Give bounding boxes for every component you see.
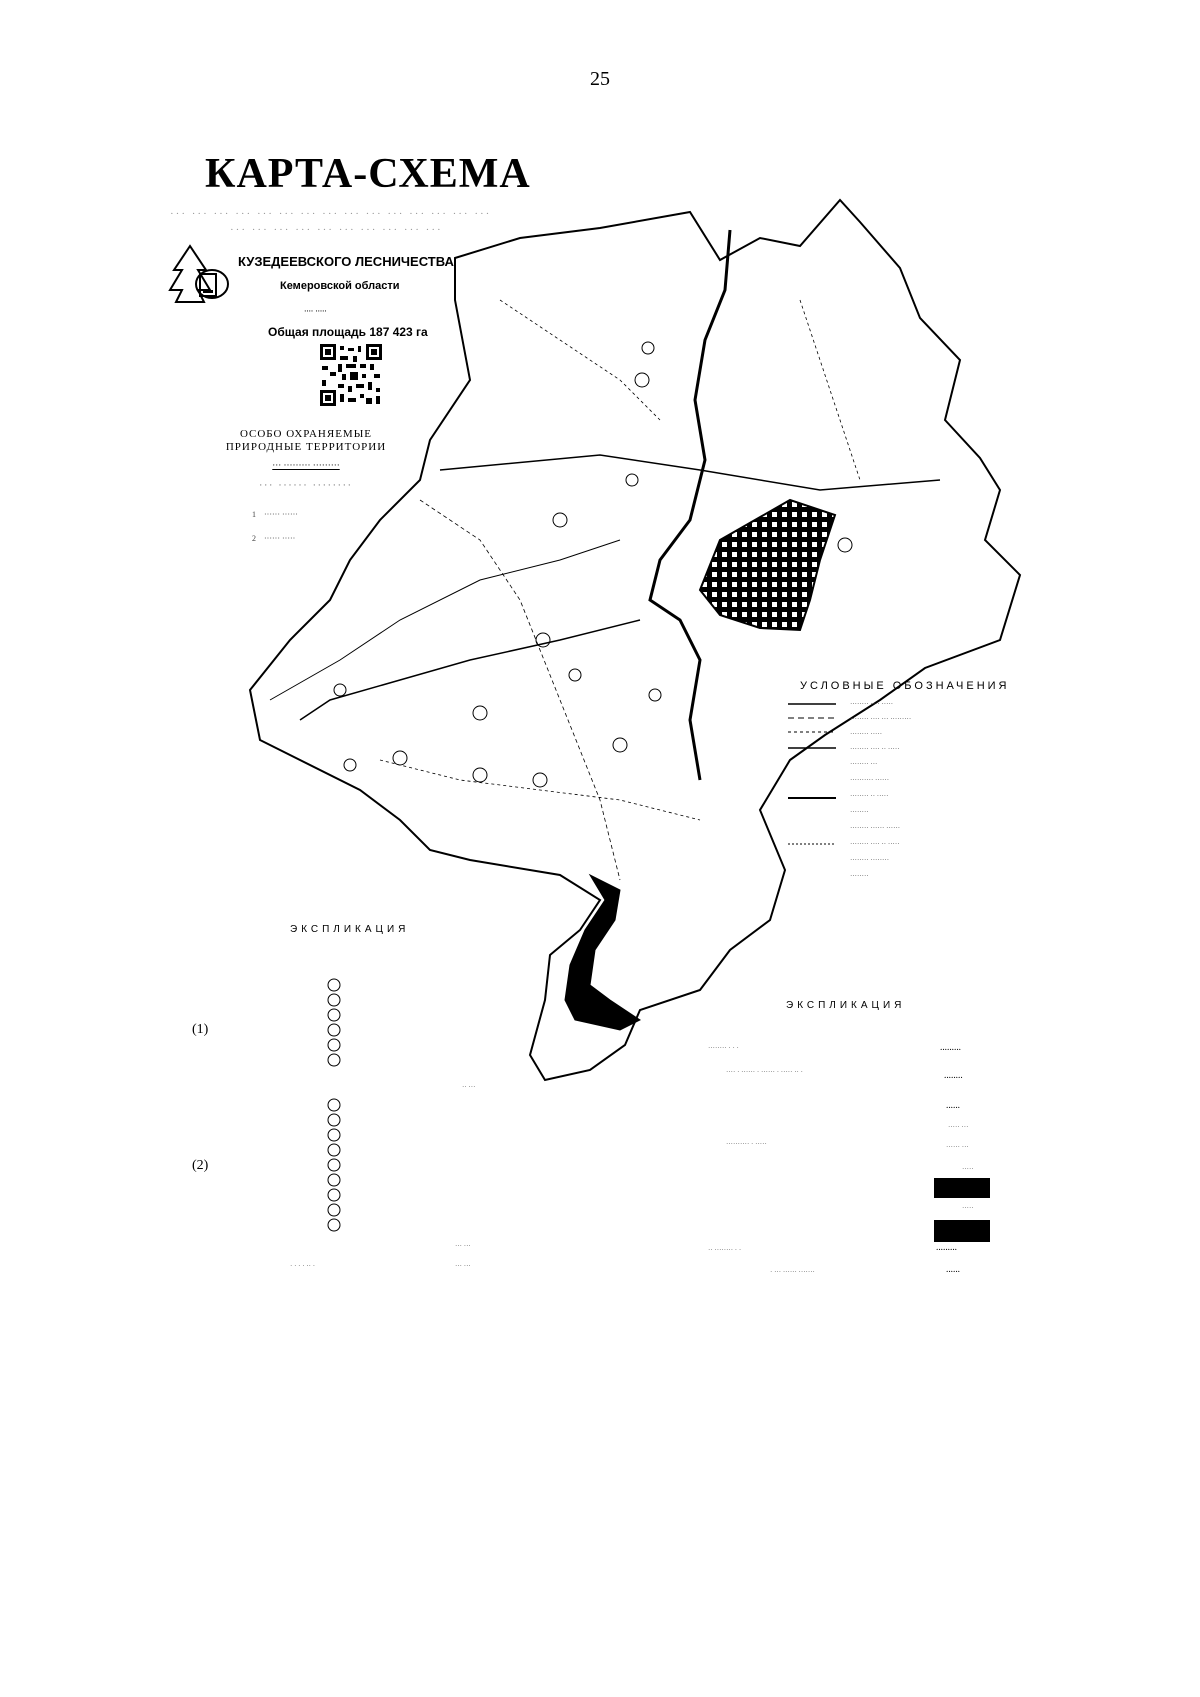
legend-title: УСЛОВНЫЕ ОБОЗНАЧЕНИЯ [800,680,1010,692]
explication-row: ·········· · ····· [726,1140,767,1148]
legend-row: ········ ······ ······ [850,824,901,832]
legend-symbols [784,698,840,848]
explication-fill-swatch [934,1178,990,1198]
explication-value: ········ [944,1074,963,1082]
road [500,300,660,420]
protected-area-label: ······ ····· [260,534,296,543]
scale-line: ···· ····· [304,306,327,316]
explication-value: ········· [936,1246,958,1254]
protected-zone-riverbank [565,875,640,1030]
protected-areas-subtitle: ··· ······ ········ [259,480,353,490]
explication-value: ····· [962,1204,974,1212]
road [380,760,700,820]
legend-row: ········ [850,872,869,880]
total-area: Общая площадь 187 423 га [268,325,428,339]
explication-row: ········ · · · [708,1044,739,1052]
explication-row: · · · · ·· · [290,1262,316,1270]
forestry-boundary [250,200,1020,1080]
legend-row: ········ ·· ····· [850,792,889,800]
explication-row: ·· ········ · · [708,1246,742,1254]
explication-value: ······ [946,1104,961,1112]
explication-group-number: 2 [196,1158,204,1173]
explication-fill-swatch [934,1220,990,1242]
explication-group-marker: (1) [192,1022,209,1037]
explication-group-number: 1 [196,1022,204,1037]
faint-subtitle-line: ··· ··· ··· ··· ··· ··· ··· ··· ··· ··· ··· ··· ··· ··· ··· [170,208,492,220]
explication-row: · ··· ······ ······· [770,1268,815,1276]
protected-areas-title-line1: ОСОБО ОХРАНЯЕМЫЕ [239,428,373,440]
protected-area-number: 2 [252,534,256,543]
legend-row: ········ ···· ·· ····· [850,745,900,753]
explication-right-title: ЭКСПЛИКАЦИЯ [786,1000,906,1011]
legend-row: ········ ····· [850,730,883,738]
explication-row: ···· · ······ · ······ · ····· ·· · [726,1068,803,1076]
legend-row: ········ [850,808,869,816]
explication-value: ··· ··· [455,1262,471,1270]
river [300,620,640,720]
legend-row: ········ ···· ··· ········· [850,715,912,723]
protected-area-number: 1 [252,510,256,519]
protected-areas-subtitle: ··· ········· ········· [272,460,340,470]
road [800,300,860,480]
legend-row: ········ ········ [850,856,890,864]
legend-row: ········ ···· ····· [850,700,894,708]
explication-value: ··· ··· [455,1242,471,1250]
page-number: 25 [590,68,610,90]
explication-value: ····· [962,1165,974,1173]
explication-left-title: ЭКСПЛИКАЦИЯ [290,924,410,935]
explication-value: ·· ··· [462,1083,476,1091]
road [420,500,620,880]
explication-value: ······ [946,1268,961,1276]
protected-area-label: ······ ······ [260,510,298,519]
protected-zone-hatched [700,500,835,630]
map-title: КАРТА-СХЕМА [205,151,531,197]
region-name: Кемеровской области [280,280,400,292]
forestry-name: КУЗЕДЕЕВСКОГО ЛЕСНИЧЕСТВА [238,254,454,269]
protected-areas-title-line2: ПРИРОДНЫЕ ТЕРРИТОРИИ [225,441,387,453]
legend-row: ········ ···· ·· ····· [850,840,900,848]
road [270,540,620,700]
explication-group-marker: (2) [192,1158,209,1173]
road [440,455,940,490]
explication-value: ····· ··· [948,1123,969,1131]
legend-row: ········ ··· [850,760,878,768]
legend-row: ·········· ······ [850,776,890,784]
river [650,230,730,780]
explication-value: ········· [940,1046,962,1054]
faint-subtitle-line: ··· ··· ··· ··· ··· ··· ··· ··· ··· ··· [230,224,443,236]
explication-circles [320,975,350,1235]
explication-value: ······ ··· [946,1143,969,1151]
